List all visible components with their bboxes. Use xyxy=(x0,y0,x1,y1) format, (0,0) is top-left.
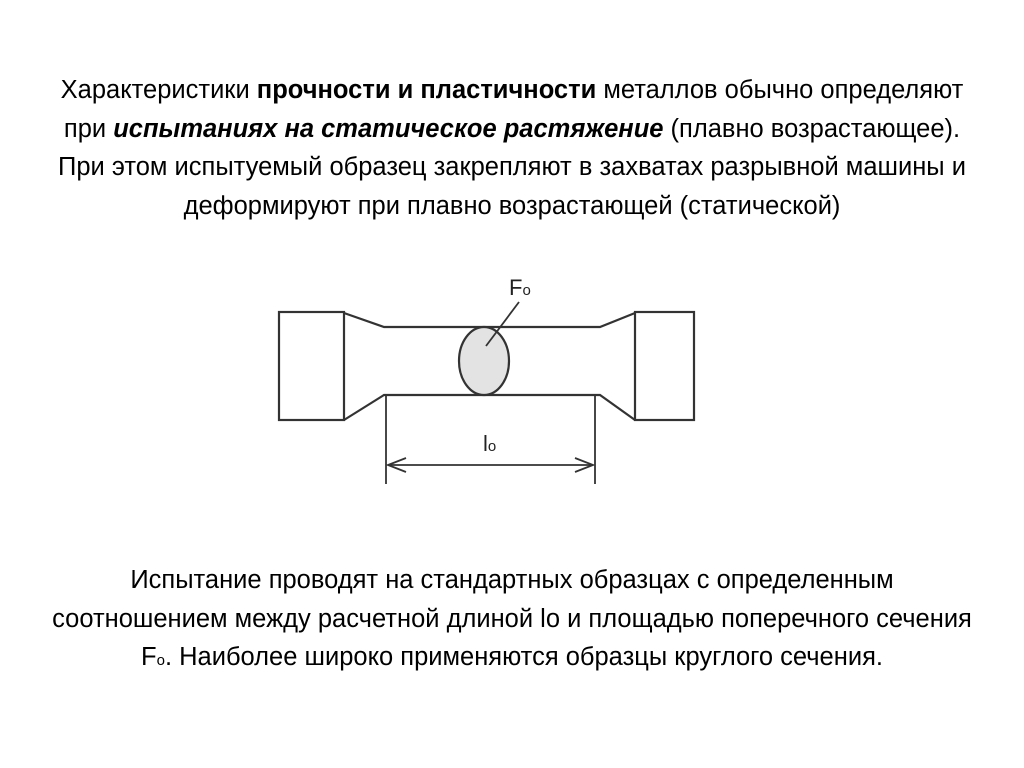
test-text-subscript: o xyxy=(156,652,165,669)
cross-section-ellipse xyxy=(459,327,509,395)
specimen-top-edge xyxy=(344,313,635,327)
test-description-paragraph xyxy=(40,561,984,681)
gauge-length-label: lo xyxy=(483,431,497,456)
area-label: Fo xyxy=(509,275,531,300)
test-text-2: . Наиболее широко применяются образцы круглого сечения. xyxy=(164,643,883,671)
intro-text-1: Характеристики xyxy=(60,76,257,104)
right-grip xyxy=(635,312,694,420)
intro-text-3: (плавно возрастающее). При этом испытуемый образец закрепляют в захватах разрывной машины и деформируют при плавно возрастающей (статической) xyxy=(58,114,966,220)
intro-strength-plasticity: прочности и пластичности xyxy=(256,76,597,104)
specimen-bottom-edge xyxy=(344,395,635,420)
left-grip xyxy=(279,312,344,420)
intro-static-tension: испытаниях на статическое растяжение xyxy=(113,114,664,143)
test-text-1: Испытание проводят на стандартных образцах с определенным соотношением между расчетной длиной lo и площадью поперечного сечения F xyxy=(52,566,972,671)
intro-text-2: металлов обычно определяют при xyxy=(63,76,964,143)
